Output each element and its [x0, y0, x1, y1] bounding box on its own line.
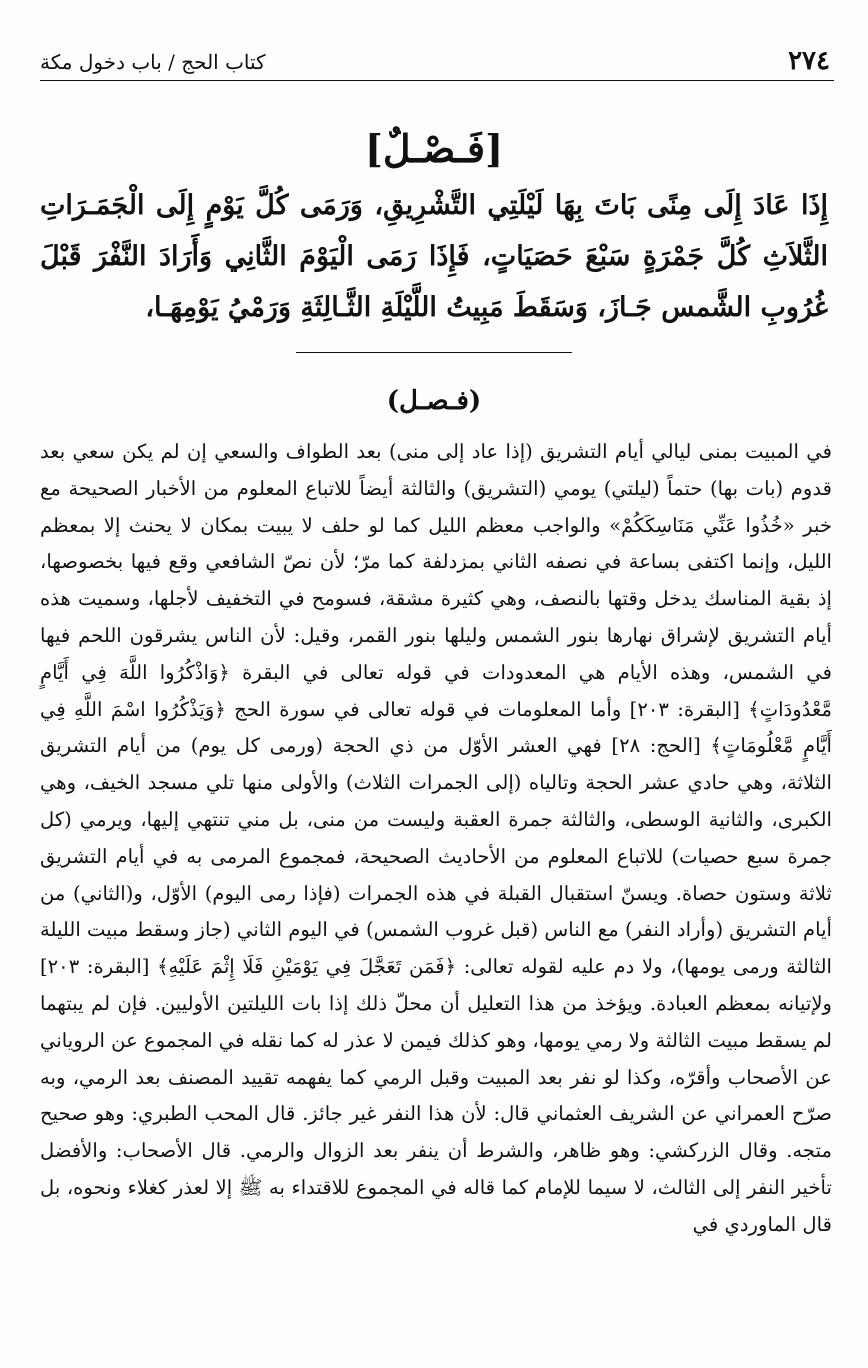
matn-text-block	[40, 180, 828, 333]
matn-paragraph: إِذَا عَادَ إِلَى مِنًى بَاتَ بِهَا لَيْلَتِي التَّشْرِيقِ، وَرَمَى كُلَّ يَوْمٍ إِلَى الْجَمَـرَاتِ الثَّلاَثِ كُلَّ جَمْرَةٍ سَبْعَ حَصَيَاتٍ، فَإِذَا رَمَى الْيَوْمَ الثَّانِي وَأَرَادَ النَّفْرَ قَبْلَ غُرُوبِ الشَّمس جَـازَ، وَسَقَطَ مَبِيتُ اللَّيْلَةِ الثَّـالِثَةِ وَرَمْيُ يَوْمِهَـا،	[40, 190, 828, 323]
page-number: ٢٧٤	[788, 46, 830, 76]
sharh-section-heading: (فـصـل)	[386, 386, 482, 416]
matn-section-heading: [فَـصْـلٌ]	[364, 126, 504, 171]
section-divider	[296, 352, 572, 353]
sharh-text-block	[40, 434, 832, 1244]
running-header	[40, 44, 834, 81]
running-title: كتاب الحج / باب دخول مكة	[40, 50, 266, 74]
sharh-paragraph: في المبيت بمنى ليالي أيام التشريق (إذا عاد إلى منى) بعد الطواف والسعي إن لم يكن سعي بعد قدوم (بات بها) حتماً (ليلتي) يومي (التشريق) والثالثة أيضاً للاتباع المعلوم من الأخبار الصحيحة مع خبر «خُذُوا عَنِّي مَنَاسِكَكُمْ» والواجب معظم الليل كما لو حلف لا يبيت بمكان لا يحنث إلا بمعظم الليل، وإنما اكتفى بساعة في نصفه الثاني بمزدلفة كما مرّ؛ لأن نصّ الشافعي وقع فيها بخصوصها، إذ بقية المناسك يدخل وقتها بالنصف، وهي كثيرة مشقة، فسومح في التخفيف لأجلها، وسميت هذه أيام التشريق لإشراق نهارها بنور الشمس وليلها بنور القمر، وقيل: لأن الناس يشرقون اللحم فيها في الشمس، وهذه الأيام هي المعدودات في قوله تعالى في البقرة ﴿وَاذْكُرُوا اللَّهَ فِي أَيَّامٍ مَّعْدُودَاتٍ﴾ [البقرة: ٢٠٣] وأما المعلومات في قوله تعالى في سورة الحج ﴿وَيَذْكُرُوا اسْمَ اللَّهِ فِي أَيَّامٍ مَّعْلُومَاتٍ﴾ [الحج: ٢٨] فهي العشر الأوّل من ذي الحجة (ورمى كل يوم) من أيام التشريق الثلاثة، وهي حادي عشر الحجة وتالياه (إلى الجمرات الثلاث) والأولى منها تلي مسجد الخيف، وهي الكبرى، والثانية الوسطى، والثالثة جمرة العقبة وليست من منى، بل مني تنتهي إليها، ويرمي (كل جمرة سبع حصيات) للاتباع المعلوم من الأحاديث الصحيحة، فمجموع المرمى به في أيام التشريق ثلاثة وستون حصاة. ويسنّ استقبال القبلة في هذه الجمرات (فإذا رمى اليوم) الأوّل، و(الثاني) من أيام التشريق (وأراد النفر) مع الناس (قبل غروب الشمس) في اليوم الثاني (جاز وسقط مبيت الليلة الثالثة ورمى يومها)، ولا دم عليه لقوله تعالى: ﴿فَمَن تَعَجَّلَ فِي يَوْمَيْنِ فَلَا إِثْمَ عَلَيْهِ﴾ [البقرة: ٢٠٣] ولإتيانه بمعظم العبادة. ويؤخذ من هذا التعليل أن محلّ ذلك إذا بات الليلتين الأوليين. فإن لم يبتهما لم يسقط مبيت الثالثة ولا رمي يومها، وهو كذلك فيمن لا عذر له كما نقله في المجموع عن الروياني عن الأصحاب وأقرّه، وكذا لو نفر بعد المبيت وقبل الرمي كما يفهمه تقييد المصنف بعد الرمي، وبه صرّح العمراني عن الشريف العثماني قال: لأن هذا النفر غير جائز. قال المحب الطبري: وهو صحيح متجه. وقال الزركشي: وهو ظاهر، والشرط أن ينفر بعد الزوال والرمي. قال الأصحاب: والأفضل تأخير النفر إلى الثالث، لا سيما للإمام كما قاله في المجموع للاقتداء به ﷺ إلا لعذر كغلاء ونحوه، بل قال الماوردي في	[40, 440, 832, 1236]
